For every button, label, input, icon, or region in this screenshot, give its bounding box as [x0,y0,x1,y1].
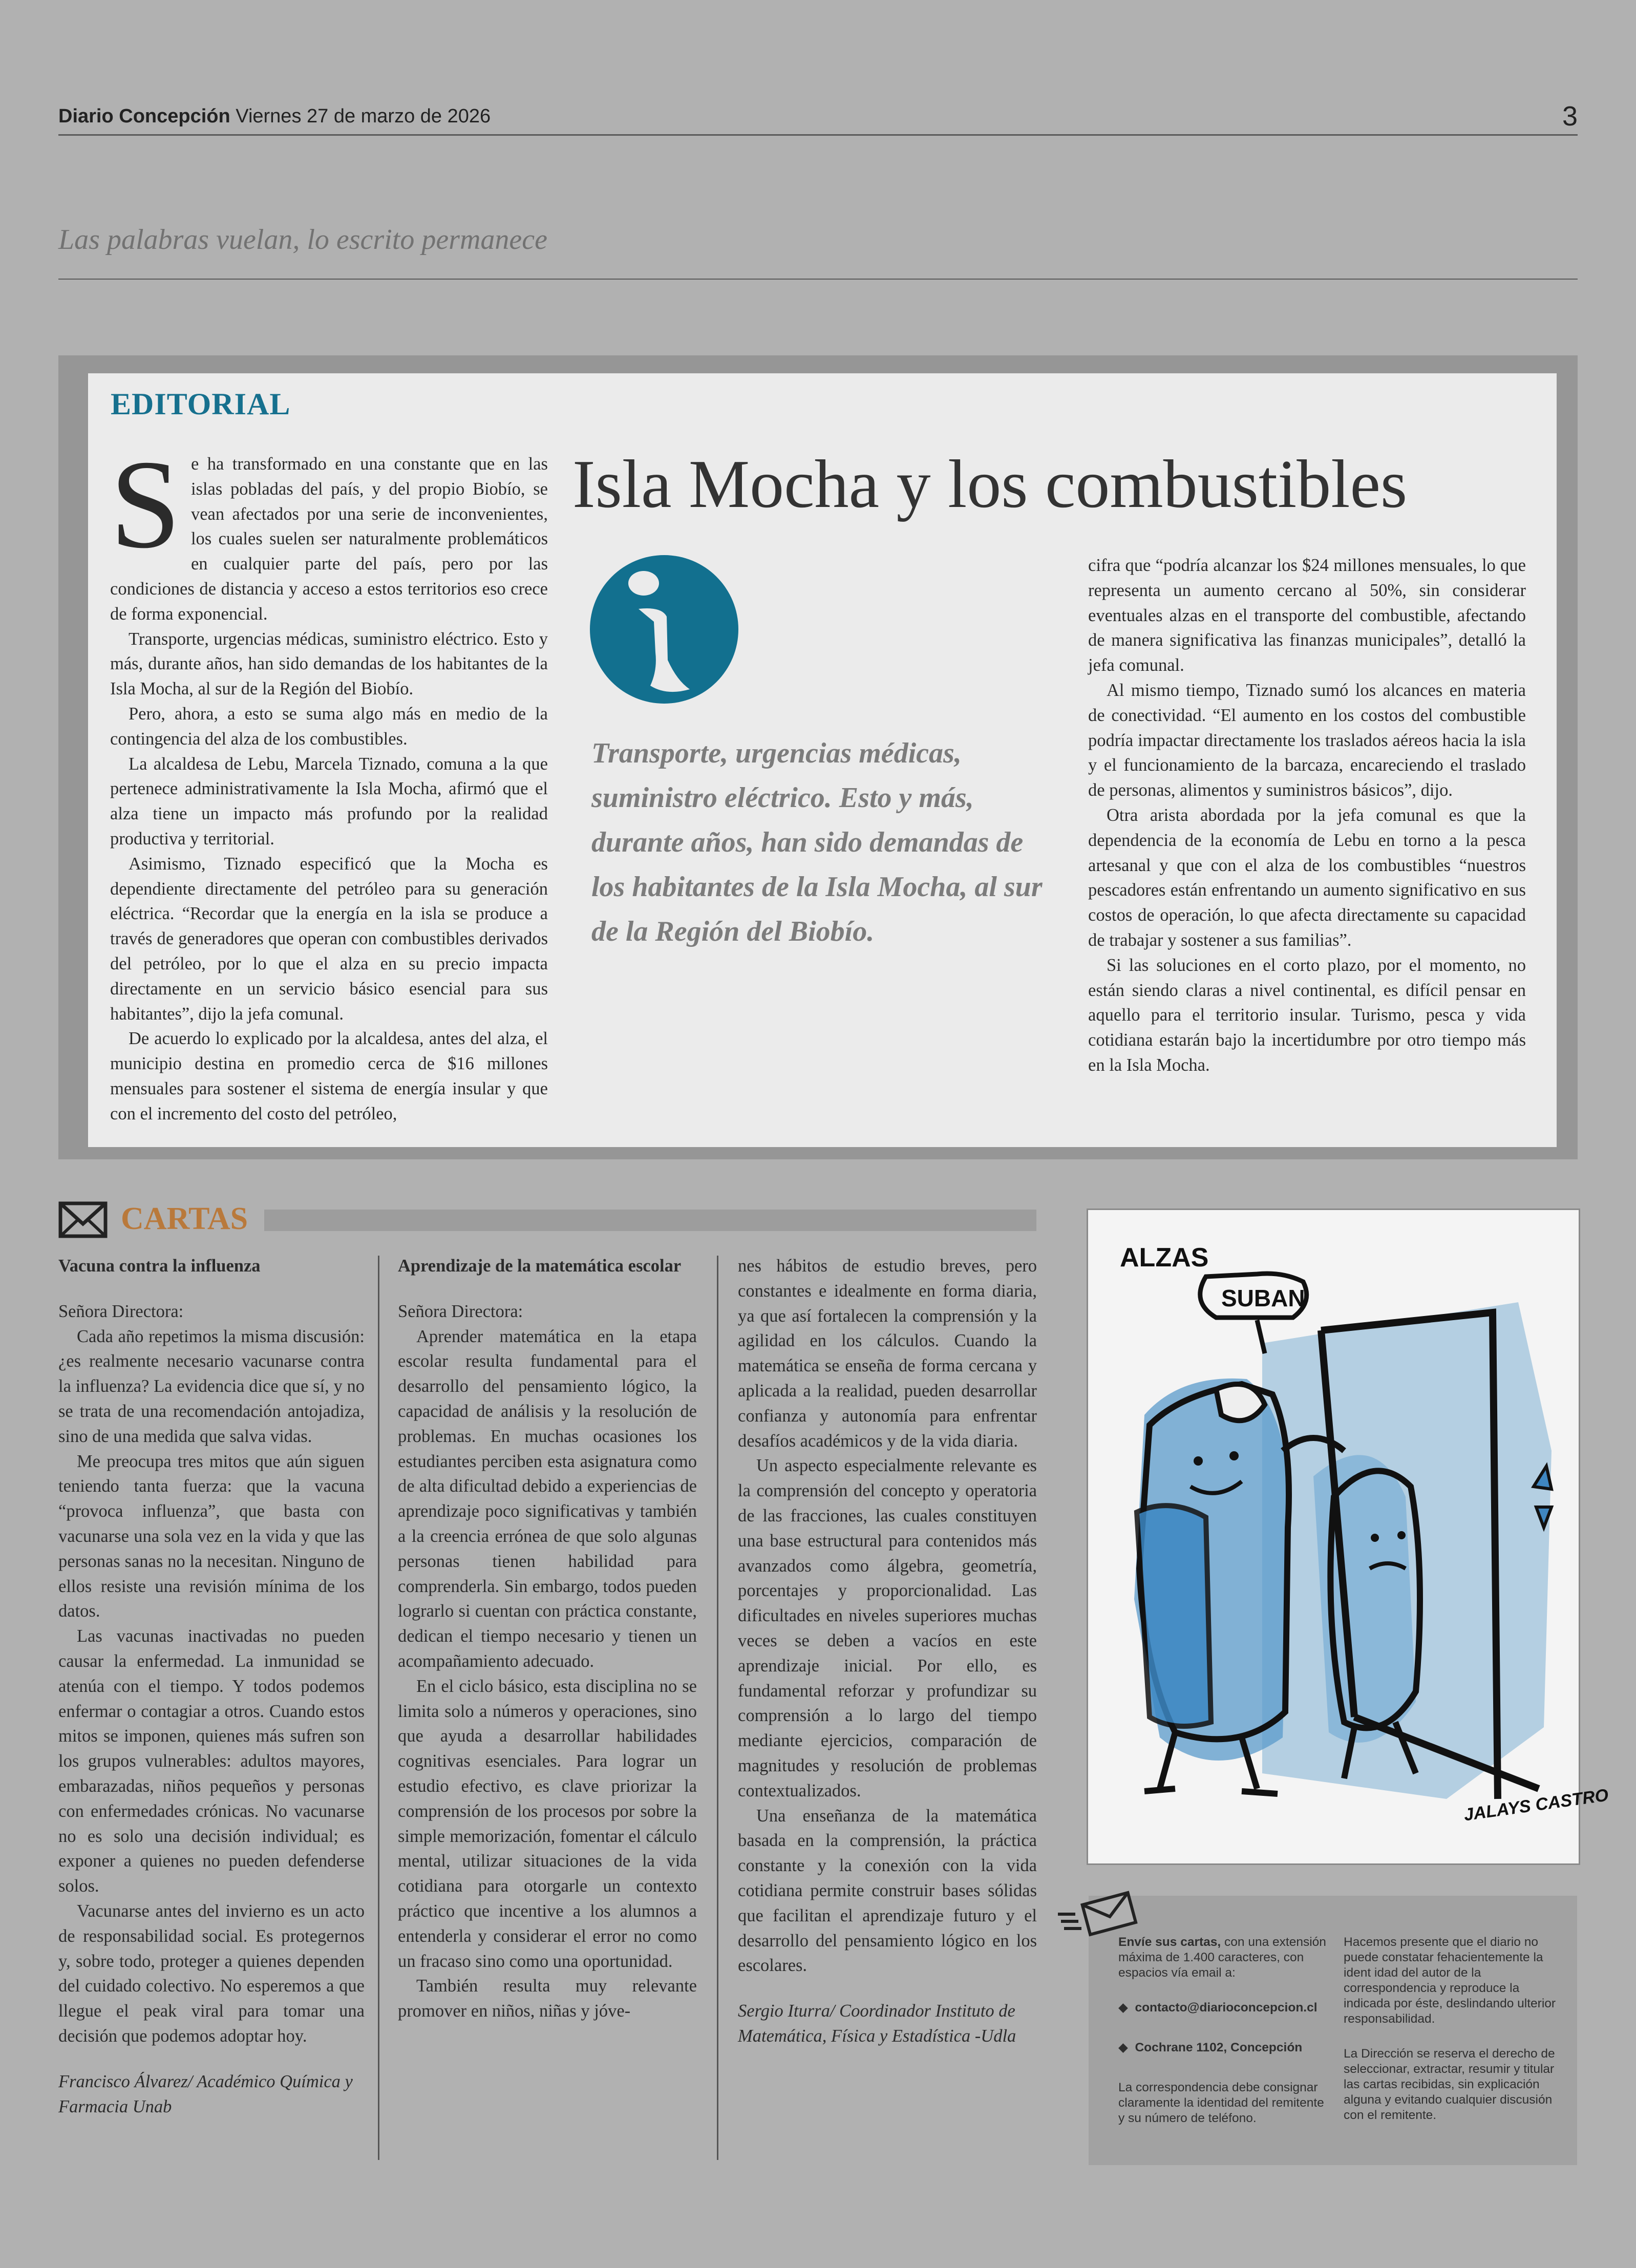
letter-1-title: Vacuna contra la influenza [58,1256,261,1276]
page-number: 3 [1562,101,1578,132]
editorial-paragraph: Si las soluciones en el corto plazo, por el momento, no están siendo claras a nivel continental, es difícil pensar en aquello para el territorio insular. Turismo, pesca y vida cotidiana estarán bajo la incertidumbre por otro tiempo más en la Isla Mocha. [1088,955,1526,1075]
cartas-header-bar [264,1210,1036,1231]
editorial-label: EDITORIAL [111,387,291,421]
editorial-paragraph: Otra arista abordada por la jefa comunal es que la dependencia de la economía de Lebu en torno a la pesca artesanal y que con el alza de los combustibles “nuestros pescadores están enfrentando un aumento significativo en sus costos de operación, lo que afecta directamente su capacidad de trabajar y sostener a sus familias”. [1088,805,1526,950]
letter-greeting: Señora Directora: [398,1301,523,1321]
letter-paragraph: Cada año repetimos la misma discusión: ¿es realmente necesario vacunarse contra la influenza? La evidencia dice que sí, y no se trata de una recomendación antojadiza, sino de una medida que salva vidas. [58,1326,365,1446]
editorial-title: Isla Mocha y los combustibles [572,446,1408,522]
editorial-paragraph: cifra que “podría alcanzar los $24 millones mensuales, lo que representa un aumento cercano al 50%, sin considerar eventuales alzas en el transporte del combustible, afectando de manera significativa las finanzas municipales”, detalló la jefa comunal. [1088,556,1526,675]
letter-paragraph: Las vacunas inactivadas no pueden causar la enfermedad. La inmunidad se atenúa con el tiempo. Y todos podemos enfermar o contagiar a otros. Cuando estos mitos se imponen, quienes más sufren son los grupos vulnerables: adultos mayores, embarazadas, niños pequeños y personas con enfermedades crónicas. No vacunarse no es solo una decisión individual; es exponer a quienes no pueden defenderse solos. [58,1626,365,1896]
send-letters-note [1118,1935,1333,1981]
masthead [58,105,491,128]
letter-2-continued-column [738,1254,1037,2049]
letter-2-column [398,1254,697,2024]
editorial-column-1 [110,434,548,1127]
contact-email-text[interactable]: contacto@diarioconcepcion.cl [1135,2001,1318,2015]
disclaimer-2: La Dirección se reserva el derecho de seleccionar, extractar, resumir y titular las cartas recibidas, sin explicación alguna y evitando cualquier discusión con el remitente. [1344,2047,1555,2122]
cartoon-label-alzas: ALZAS [1120,1243,1209,1273]
issue-date: Viernes 27 de marzo de 2026 [236,105,491,127]
flying-envelope-icon [1056,1889,1138,1938]
cartoon-drawing [1088,1210,1610,1863]
send-letters-text: con una extensión máxima de 1.400 caracteres, con espacios vía email a: [1118,1935,1326,1980]
info-i-icon [590,555,738,704]
header-rule [58,134,1578,136]
editorial-paragraph: Transporte, urgencias médicas, suministro eléctrico. Esto y más, durante años, han sido demandas de los habitantes de la Isla Mocha, al sur de la Región del Biobío. [110,629,548,699]
letter-paragraph: Un aspecto especialmente relevante es la comprensión del concepto y operatoria de las fracciones, las cuales constituyen una base estructural para contenidos más avanzados como álgebra, geometría, porcentajes y proporcionalidad. Las dificultades en niveles superiores muchas veces se deben a vacíos en este aprendizaje inicial. Por ello, es fundamental reforzar y profundizar su comprensión a lo largo del tiempo mediante ejercicios, comparación de magnitudes y resolución de problemas contextualizados. [738,1456,1037,1800]
letter-greeting: Señora Directora: [58,1301,184,1321]
editorial-lead-paragraph [110,434,548,627]
paper-name: Diario Concepción [58,105,230,127]
info-box-left [1118,1935,1333,2146]
letter-paragraph: Aprender matemática en la etapa escolar resulta fundamental para el desarrollo del pensamiento lógico, la capacidad de análisis y la resolución de problemas. En muchas ocasiones los estudiantes perciben esta asignatura como de alta dificultad debido a experiencias de aprendizaje poco significativas y también a la creencia errónea de que solo algunas personas tienen habilidad para comprenderla. Sin embargo, todos pueden lograrlo si cuentan con práctica constante, dedican el tiempo necesario y tienen un acompañamiento adecuado. [398,1326,697,1671]
editorial-paragraph: Asimismo, Tiznado especificó que la Mocha es dependiente directamente del petróleo para su generación eléctrica. “Recordar que la energía en la isla se produce a través de generadores que operan con combustibles derivados del petróleo, por lo que el alza en su precio impacta directamente en un servicio básico esencial para sus habitantes”, dijo la jefa comunal. [110,854,548,1024]
column-divider [717,1256,718,2160]
contact-address-text: Cochrane 1102, Concepción [1135,2041,1303,2054]
cartoon-artist-signature: JALAYS CASTRO [1462,1785,1610,1825]
editorial-paragraph: Pero, ahora, a esto se suma algo más en medio de la contingencia del alza de los combustibles. [110,704,548,749]
letter-paragraph: Vacunarse antes del invierno es un acto de responsabilidad social. Es protegernos y, sobre todo, proteger a quienes dependen del cuidado colectivo. No esperemos a que llegue el peak viral para tomar una decisión que podemos adoptar hoy. [58,1901,365,2046]
editorial-paragraph: De acuerdo lo explicado por la alcaldesa, antes del alza, el municipio destina en promedio cerca de $16 millones mensuales para sostener el sistema de energía insular y que con el incremento del costo del petróleo, [110,1029,548,1124]
letter-paragraph: Una enseñanza de la matemática basada en la comprensión, la práctica constante y la conexión con la vida cotidiana permite construir bases sólidas que facilitan el aprendizaje futuro y el desarrollo del pensamiento lógico en los escolares. [738,1806,1037,1976]
cartas-label: CARTAS [121,1201,248,1236]
letter-1-column [58,1254,365,2119]
contact-email[interactable]: ◆ contacto@diarioconcepcion.cl [1118,2001,1318,2015]
letter-paragraph: También resulta muy relevante promover en niños, niñas y jóve- [398,1976,697,2021]
editorial-paragraph: Al mismo tiempo, Tiznado sumó los alcances en materia de conectividad. “El aumento en los costos del combustible podría impactar directamente los traslados aéreos hacia la isla y el funcionamiento de la barcaza, encareciendo el traslado de personas, alimentos y suministros básicos”, dijo. [1088,680,1526,800]
letter-paragraph: Me preocupa tres mitos que aún siguen teniendo tanta fuerza: que la vacuna “provoca influenza”, que basta con vacunarse una sola vez en la vida y que las personas sanas no la necesitan. Ninguno de ellos resiste una revisión mínima de los datos. [58,1451,365,1621]
cartoon-speech-text: SUBAN [1221,1285,1305,1311]
identity-note: La correspondencia debe consignar claramente la identidad del remitente y su número de teléfono. [1118,2081,1324,2125]
editorial-paragraph: La alcaldesa de Lebu, Marcela Tiznado, comuna a la que pertenece administrativamente la Isla Mocha, afirmó que el alza tiene un impacto más profundo por la realidad productiva y territorial. [110,754,548,849]
section-motto: Las palabras vuelan, lo escrito permanece [58,224,547,256]
editorial-pull-quote: Transporte, urgencias médicas, suministro eléctrico. Esto y más, durante años, han sido demandas de los habitantes de la Isla Mocha, al sur de la Región del Biobío. [591,737,1043,947]
letter-2-title: Aprendizaje de la matemática escolar [398,1256,682,1276]
info-box-right [1344,1935,1559,2143]
letter-paragraph: nes hábitos de estudio breves, pero constantes e idealmente en forma diaria, ya que así fortalecen la comprensión y la agilidad en los cálculos. Cuando la matemática se enseña de forma cercana y aplicada a la realidad, pueden desarrollar confianza y autonomía para enfrentar desafíos académicos y de la vida diaria. [738,1256,1037,1451]
send-letters-bold: Envíe sus cartas, [1118,1935,1221,1949]
disclaimer-1: Hacemos presente que el diario no puede constatar fehacientemente la ident idad del autor de la correspondencia y reproduce la indicada por éste, deslindando ulterior responsabilidad. [1344,1935,1556,2026]
editorial-lead-text: e ha transformado en una constante que en las islas pobladas del país, y del propio Biobío, se vean afectados por una serie de inconvenientes, los cuales suelen ser naturalmente problemáticos en cualquier parte del país, pero por las condiciones de distancia y acceso a estos territorios eso crece de forma exponencial. [110,454,548,624]
envelope-icon [58,1201,108,1238]
motto-rule [58,279,1578,280]
letter-paragraph: En el ciclo básico, esta disciplina no se limita solo a números y operaciones, sino que ayuda a desarrollar habilidades cognitivas esenciales. Para lograr un estudio efectivo, es clave priorizar la comprensión de los procesos por sobre la simple memorización, fomentar el cálculo mental, utilizar situaciones de la vida cotidiana para otorgarle un contexto práctico que incentive a los alumnos a entenderla y considerar el error no como un fracaso sino como una oportunidad. [398,1676,697,1971]
column-divider [378,1256,379,2160]
editorial-cartoon [1087,1209,1610,1865]
letter-2-signature: Sergio Iturra/ Coordinador Instituto de Matemática, Física y Estadística -Udla [738,2001,1016,2046]
drop-cap: S [110,434,181,575]
editorial-column-3 [1088,553,1526,1078]
contact-address: ◆ Cochrane 1102, Concepción [1118,2041,1303,2054]
letter-1-signature: Francisco Álvarez/ Académico Química y Farmacia Unab [58,2071,353,2116]
